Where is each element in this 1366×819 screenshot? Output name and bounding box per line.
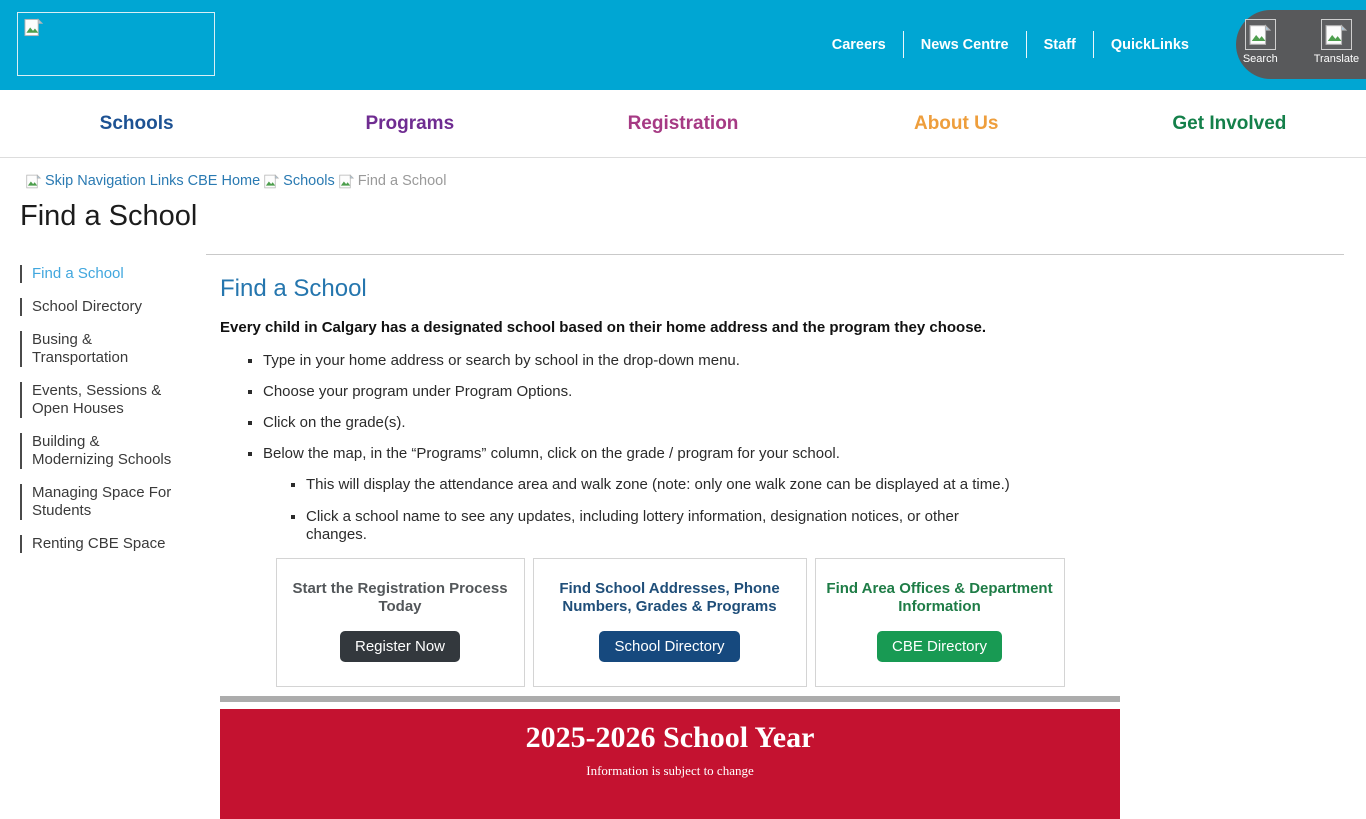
sub-instructions-list bbox=[263, 476, 1344, 544]
broken-image-icon bbox=[24, 18, 43, 37]
sidebar-item-building-modernizing[interactable]: Building & Modernizing Schools bbox=[20, 433, 185, 469]
list-item bbox=[263, 445, 1344, 544]
sidebar-item-events-sessions[interactable]: Events, Sessions & Open Houses bbox=[20, 382, 185, 418]
search-label: Search bbox=[1242, 53, 1278, 65]
school-year-banner bbox=[220, 709, 1120, 819]
broken-image-icon bbox=[26, 174, 41, 189]
list-item: ▪ Click a school name to see any updates, including lottery information, designation notices, or other changes. bbox=[306, 508, 1018, 544]
card-heading: Find Area Offices & Department Information bbox=[826, 580, 1053, 615]
sidebar-item-managing-space[interactable]: Managing Space For Students bbox=[20, 484, 185, 520]
translate-button[interactable] bbox=[1314, 19, 1359, 79]
school-directory-card bbox=[533, 558, 807, 687]
cbe-directory-button[interactable]: CBE Directory bbox=[877, 631, 1002, 662]
nav-programs[interactable]: Programs bbox=[365, 112, 455, 134]
breadcrumb-schools[interactable]: Schools bbox=[283, 173, 335, 189]
broken-image-icon bbox=[339, 174, 354, 189]
cbe-directory-card bbox=[815, 558, 1065, 687]
page-title: Find a School bbox=[20, 200, 198, 232]
breadcrumb-home[interactable]: CBE Home bbox=[187, 173, 261, 189]
nav-about-us[interactable]: About Us bbox=[913, 112, 999, 134]
card-heading: Start the Registration Process Today bbox=[292, 580, 508, 615]
horizontal-scrollbar[interactable] bbox=[220, 696, 1120, 702]
broken-image-icon bbox=[1249, 24, 1271, 46]
breadcrumb-current: Find a School bbox=[357, 173, 447, 189]
list-item: ▪ This will display the attendance area and walk zone (note: only one walk zone can be displayed at a time.) bbox=[306, 476, 1018, 494]
main-column bbox=[206, 254, 1344, 819]
list-item: ▪ Click on the grade(s). bbox=[263, 414, 1344, 431]
site-logo[interactable] bbox=[17, 12, 215, 76]
broken-image-icon bbox=[1325, 24, 1347, 46]
content-heading: Find a School bbox=[220, 275, 367, 302]
breadcrumb bbox=[26, 173, 1366, 189]
list-item-text: Below the map, in the “Programs” column, click on the grade / program for your school. bbox=[263, 445, 840, 462]
search-button[interactable] bbox=[1243, 19, 1278, 79]
nav-get-involved[interactable]: Get Involved bbox=[1172, 112, 1287, 134]
careers-link[interactable]: Careers bbox=[831, 36, 886, 53]
banner-subtitle: Information is subject to change bbox=[586, 763, 754, 778]
sidebar-item-find-a-school[interactable]: Find a School bbox=[20, 265, 185, 283]
list-item: ▪ Type in your home address or search by school in the drop-down menu. bbox=[263, 352, 1344, 369]
news-centre-link[interactable]: News Centre bbox=[920, 36, 1009, 53]
quicklinks-link[interactable]: QuickLinks bbox=[1110, 36, 1189, 53]
search-icon bbox=[1245, 19, 1276, 50]
intro-text: Every child in Calgary has a designated school based on their home address and the program they choose. bbox=[220, 319, 987, 336]
register-now-button[interactable]: Register Now bbox=[340, 631, 460, 662]
broken-image-icon bbox=[264, 174, 279, 189]
content-area bbox=[0, 254, 1366, 819]
staff-link[interactable]: Staff bbox=[1043, 36, 1076, 53]
skip-navigation-link[interactable]: Skip Navigation Links bbox=[45, 173, 184, 189]
primary-nav bbox=[0, 90, 1366, 158]
action-cards bbox=[220, 558, 1120, 687]
sidebar-item-busing-transportation[interactable]: Busing & Transportation bbox=[20, 331, 185, 367]
school-directory-button[interactable]: School Directory bbox=[599, 631, 739, 662]
utility-nav bbox=[815, 31, 1206, 58]
sidebar-item-renting-cbe-space[interactable]: Renting CBE Space bbox=[20, 535, 185, 553]
nav-registration[interactable]: Registration bbox=[627, 112, 739, 134]
section-sidebar bbox=[20, 254, 206, 819]
nav-schools[interactable]: Schools bbox=[99, 112, 174, 134]
translate-label: Translate bbox=[1313, 53, 1360, 65]
site-header bbox=[0, 0, 1366, 90]
instructions-list bbox=[220, 352, 1344, 544]
registration-card bbox=[276, 558, 525, 687]
banner-title: 2025-2026 School Year bbox=[525, 721, 815, 754]
list-item: ▪ Choose your program under Program Options. bbox=[263, 383, 1344, 400]
header-tools bbox=[1236, 10, 1366, 79]
sidebar-item-school-directory[interactable]: School Directory bbox=[20, 298, 185, 316]
translate-icon bbox=[1321, 19, 1352, 50]
card-heading: Find School Addresses, Phone Numbers, Grades & Programs bbox=[559, 580, 780, 615]
